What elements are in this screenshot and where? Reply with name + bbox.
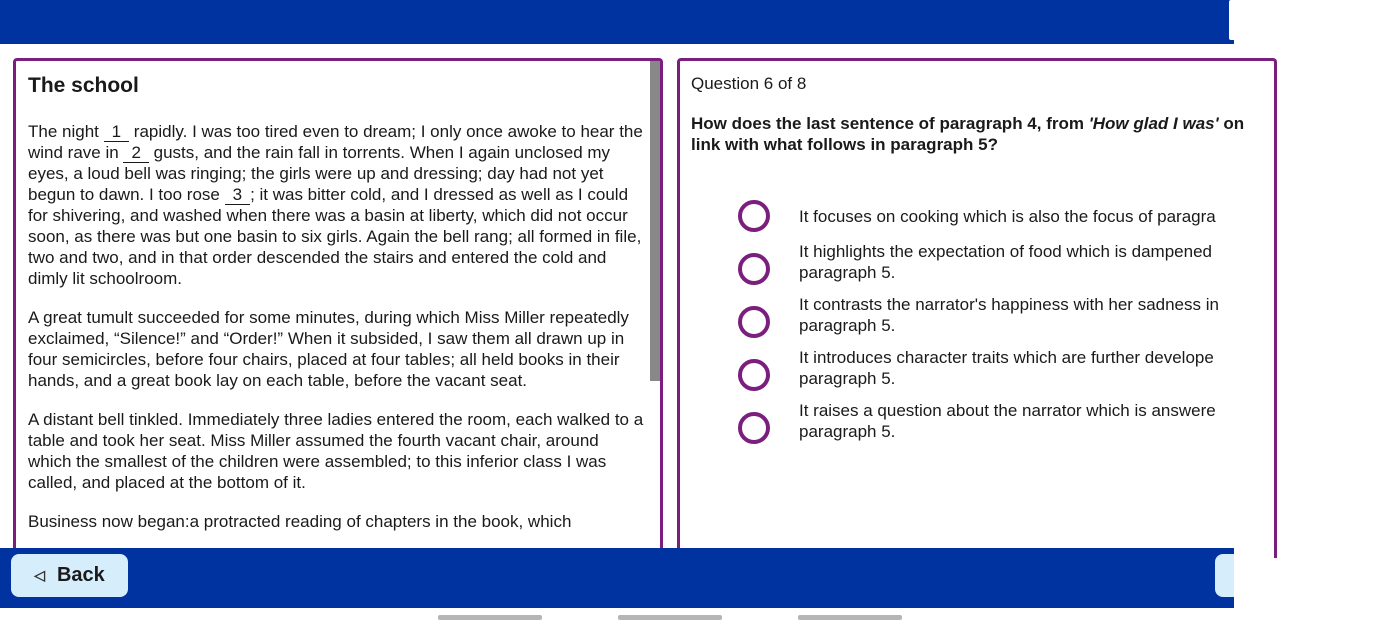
question-line-2: link with what follows in paragraph 5? xyxy=(691,135,998,154)
passage-paragraph-2: A great tumult succeeded for some minutes, during which Miss Miller repeatedly exclaimed, “Silence!” and “Order!” When it subsided, I saw them all drawn up in four semicircles, before four chairs, placed at four tables; all held books in their hands, and a great book lay on each table, before the vacant seat. xyxy=(28,308,629,390)
p1-text-b: rapidly. I was too tired even to dream; I only once awoke to hear the wind rave in xyxy=(28,122,643,162)
pager-dot-2[interactable] xyxy=(618,615,722,620)
gap-1[interactable]: 1 xyxy=(104,123,129,142)
answer-option-5-label xyxy=(799,400,1216,442)
gap-2[interactable]: 2 xyxy=(123,144,148,163)
answer-option-2-line2: paragraph 5. xyxy=(799,263,896,282)
passage-content xyxy=(28,61,646,532)
next-button[interactable] xyxy=(1215,554,1234,597)
question-counter: Question 6 of 8 xyxy=(691,74,807,93)
radio-button-4[interactable] xyxy=(738,359,770,391)
answer-option-2-label xyxy=(799,241,1212,283)
triangle-left-icon: ◁ xyxy=(34,567,45,583)
passage-paragraph-1 xyxy=(28,121,646,289)
radio-button-2[interactable] xyxy=(738,253,770,285)
answer-option-5-line2: paragraph 5. xyxy=(799,422,896,441)
back-button[interactable] xyxy=(11,554,128,597)
question-quote: 'How glad I was' xyxy=(1088,114,1219,133)
question-text xyxy=(691,113,1391,155)
p1-text-a: The night xyxy=(28,122,104,141)
passage-paragraph-4: Business now began:a protracted reading of chapters in the book, which xyxy=(28,512,572,531)
answer-options xyxy=(735,196,1335,461)
passage-paragraph-3: A distant bell tinkled. Immediately three ladies entered the room, each walked to a table and took her seat. Miss Miller assumed the fourth vacant chair, around which the smallest of the children were assembled; to this inferior class I was called, and placed at the bottom of it. xyxy=(28,410,644,492)
answer-option-2-line1: It highlights the expectation of food which is dampened xyxy=(799,242,1212,261)
passage-title: The school xyxy=(28,74,139,97)
top-tab[interactable] xyxy=(1229,0,1234,40)
question-content xyxy=(691,61,1391,155)
passage-scrollbar-thumb[interactable] xyxy=(650,61,660,381)
answer-option-5[interactable] xyxy=(735,401,1335,461)
passage-panel xyxy=(13,58,663,558)
passage-scrollbar[interactable] xyxy=(650,61,660,561)
pager-dot-3[interactable] xyxy=(798,615,902,620)
question-prefix: How does the last sentence of paragraph 4, from xyxy=(691,114,1089,133)
bottom-nav-bar xyxy=(0,548,1234,608)
radio-button-1[interactable] xyxy=(738,200,770,232)
answer-option-4-line2: paragraph 5. xyxy=(799,369,896,388)
radio-button-3[interactable] xyxy=(738,306,770,338)
answer-option-5-line1: It raises a question about the narrator which is answere xyxy=(799,401,1216,420)
pager-dot-1[interactable] xyxy=(438,615,542,620)
pager-indicator xyxy=(0,615,1234,621)
answer-option-1-label xyxy=(799,206,1216,227)
question-panel xyxy=(677,58,1277,558)
radio-button-5[interactable] xyxy=(738,412,770,444)
gap-3[interactable]: 3 xyxy=(225,186,250,205)
p1-text-c: gusts, and the rain fall in torrents. When I again unclosed my eyes, a loud bell was ringing; the girls were up and dressing; day had not yet begun to dawn. I too rose xyxy=(28,143,611,204)
answer-option-4-line1: It introduces character traits which are further develope xyxy=(799,348,1214,367)
back-button-label: Back xyxy=(56,564,105,586)
answer-option-4-label xyxy=(799,347,1214,389)
top-bar xyxy=(0,0,1234,44)
answer-option-3-line2: paragraph 5. xyxy=(799,316,896,335)
answer-option-3-line1: It contrasts the narrator's happiness with her sadness in xyxy=(799,295,1219,314)
question-suffix: on xyxy=(1218,114,1245,133)
answer-option-1-line1: It focuses on cooking which is also the focus of paragra xyxy=(799,207,1216,226)
p1-text-d: ; it was bitter cold, and I dressed as well as I could for shivering, and washed when there was a basin at liberty, which did not occur soon, as there was but one basin to six girls. Again the bell rang; all formed in file, two and two, and in that order descended the stairs and entered the cold and dimly lit schoolroom. xyxy=(28,185,642,288)
answer-option-3-label xyxy=(799,294,1219,336)
